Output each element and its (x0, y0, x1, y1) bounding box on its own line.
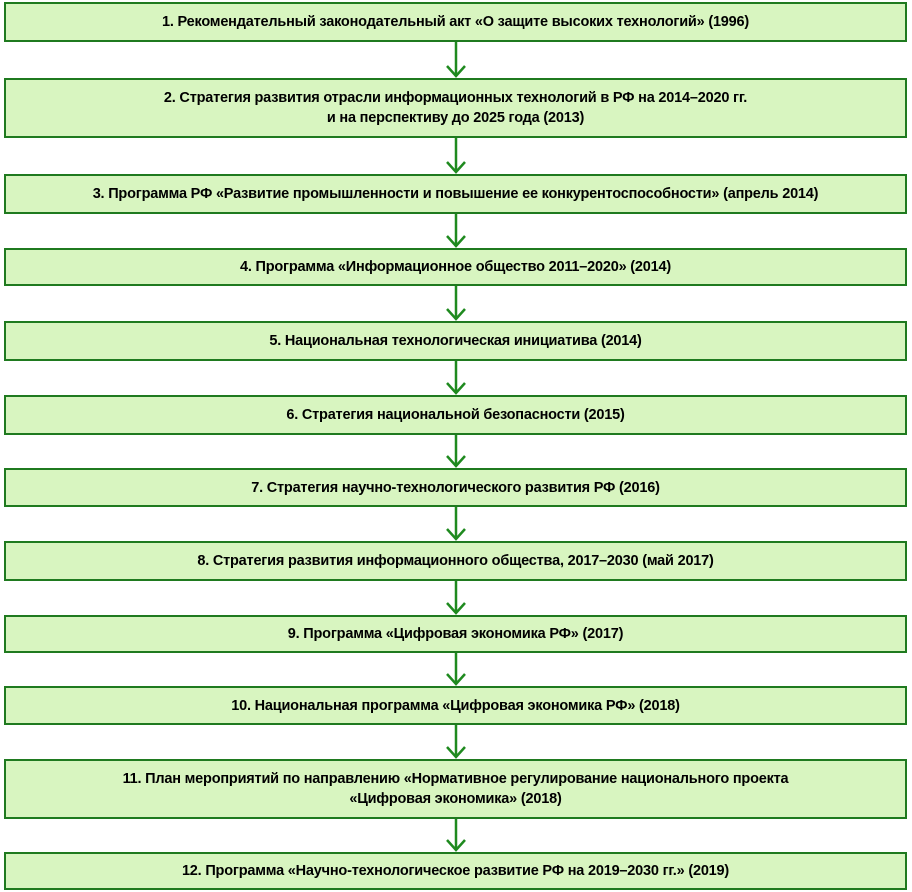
step-label: 3. Программа РФ «Развитие промышленности и повышение ее конкурентоспособности» (апрель 2014) (92, 186, 819, 202)
step-label: 4. Программа «Информационное общество 2011–2020» (2014) (239, 259, 672, 275)
step-box-5 (4, 321, 907, 361)
step-label: 8. Стратегия развития информационного общества, 2017–2030 (май 2017) (197, 553, 714, 569)
step-box-7 (4, 468, 907, 507)
step-label: 11. План мероприятий по направлению «Нормативное регулирование национального проекта «Цифровая экономика» (2018) (122, 771, 789, 807)
down-arrow-icon (441, 435, 471, 468)
step-box-12 (4, 852, 907, 890)
step-label: 6. Стратегия национальной безопасности (2015) (286, 407, 625, 423)
down-arrow-icon (441, 819, 471, 852)
step-label: 5. Национальная технологическая инициатива (2014) (269, 333, 642, 349)
step-box-6 (4, 395, 907, 435)
down-arrow-icon (441, 581, 471, 615)
down-arrow-icon (441, 138, 471, 174)
step-box-4 (4, 248, 907, 286)
step-box-8 (4, 541, 907, 581)
step-box-10 (4, 686, 907, 725)
down-arrow-icon (441, 42, 471, 78)
step-label: 1. Рекомендательный законодательный акт «О защите высоких технологий» (1996) (161, 14, 750, 30)
step-box-1 (4, 2, 907, 42)
down-arrow-icon (441, 653, 471, 686)
step-label: 9. Программа «Цифровая экономика РФ» (2017) (287, 626, 624, 642)
down-arrow-icon (441, 361, 471, 395)
down-arrow-icon (441, 507, 471, 541)
step-box-3 (4, 174, 907, 214)
step-box-11 (4, 759, 907, 819)
down-arrow-icon (441, 725, 471, 759)
step-box-9 (4, 615, 907, 653)
step-label: 7. Стратегия научно-технологического развития РФ (2016) (251, 479, 660, 496)
down-arrow-icon (441, 286, 471, 321)
step-label: 2. Стратегия развития отрасли информационных технологий в РФ на 2014–2020 гг. и на перспективу до 2025 года (2013) (163, 90, 748, 126)
step-box-2 (4, 78, 907, 138)
step-label: 12. Программа «Научно-технологическое развитие РФ на 2019–2030 гг.» (2019) (181, 863, 730, 879)
step-label: 10. Национальная программа «Цифровая экономика РФ» (2018) (231, 697, 680, 714)
down-arrow-icon (441, 214, 471, 248)
